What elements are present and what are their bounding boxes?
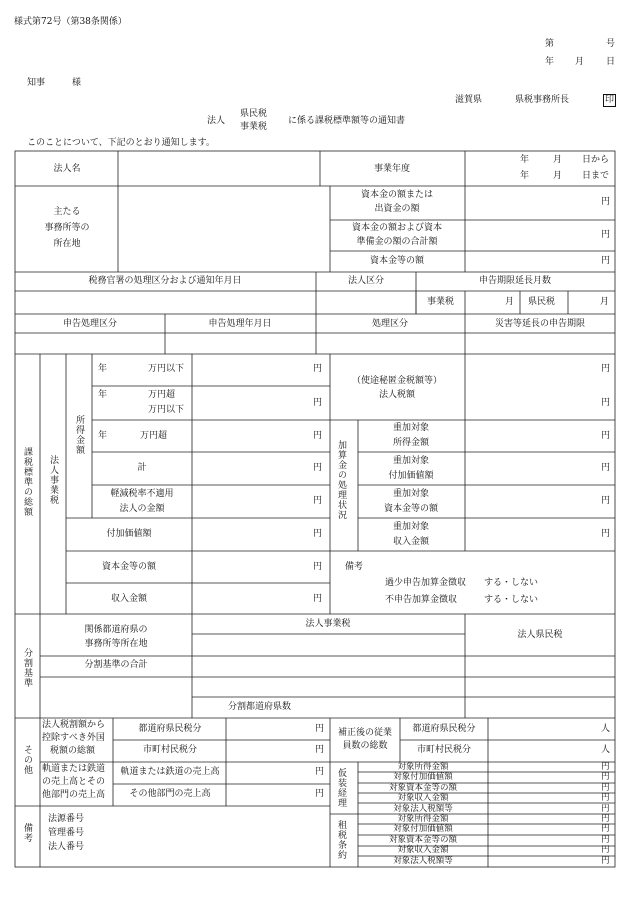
label-hougen-bangou: 法源番号 — [48, 814, 85, 824]
date-year: 年 — [545, 57, 555, 67]
fuka-kachi-label: 付加価値額 — [106, 529, 152, 539]
label-kido-2: の売上高とその — [42, 777, 106, 787]
row2-label-b: 万円以下 — [148, 405, 185, 415]
label-kankei-2: 事務所等所在地 — [84, 639, 148, 649]
yen-kei: 円 — [313, 463, 323, 473]
k3b-label: 資本金等の額 — [383, 504, 439, 514]
label-shichoson-kenmin-bun: 市町村民税分 — [416, 745, 472, 755]
shunyu-kingaku-label: 収入金額 — [110, 594, 148, 604]
label-tax-base-total: 課税標準の総額 — [22, 447, 32, 517]
label-footer-biko: 備考 — [22, 823, 32, 843]
label-enchou-kenminzei: 県民税 — [528, 297, 556, 307]
label-hosei-2: 員数の総数 — [342, 741, 388, 751]
yen-sonota-uriage: 円 — [315, 789, 325, 799]
label-houjin-kubun: 法人区分 — [347, 276, 385, 286]
row3-year: 年 — [98, 431, 108, 441]
label-shinkoku-enchou: 申告期限延長月数 — [478, 276, 552, 286]
yen-shito-2: 円 — [601, 398, 611, 408]
label-shito-hitoku: （使途秘匿金税額等） — [351, 376, 443, 386]
sozei-item-label: 対象法人税額等 — [393, 855, 453, 866]
kasou-item-yen: 円 — [601, 803, 610, 814]
label-shotoku-kingaku: 所得金額 — [74, 415, 84, 455]
kasou-item-yen: 円 — [601, 762, 610, 772]
office-name: 県税事務所長 — [515, 95, 570, 105]
yen-shunyu-kingaku: 円 — [313, 594, 323, 604]
nin-shichoson: 人 — [601, 745, 611, 755]
keigen-label-1: 軽減税率不適用 — [110, 489, 174, 499]
label-hosei-1: 補正後の従業 — [337, 728, 393, 738]
shihonkin-tou-label: 資本金等の額 — [101, 562, 157, 572]
yen-row2: 円 — [313, 398, 323, 408]
yen-kido-uriage: 円 — [315, 767, 325, 777]
row1-label: 万円以下 — [148, 364, 185, 374]
label-houjin-mei: 法人名 — [53, 164, 81, 174]
label-kido-3: 他部門の売上高 — [42, 790, 106, 800]
nendo-to-month: 月 — [553, 171, 563, 181]
label-shihon-1b: 出資金の額 — [374, 204, 420, 214]
label-fushinkoku: 不申告加算金徴収 — [385, 595, 458, 605]
yen-row3: 円 — [313, 431, 323, 441]
prefecture: 滋賀県 — [455, 95, 483, 105]
label-bunkatsu-goukei: 分割基準の合計 — [84, 660, 148, 670]
label-bunkatsu-kenminzei: 法人県民税 — [517, 630, 563, 640]
label-kojo-2: 控除すべき外国 — [42, 733, 105, 743]
label-saigai: 災害等延長の申告期限 — [494, 319, 586, 329]
label-shihon-3: 資本金等の額 — [369, 256, 425, 266]
yen-shihon-3: 円 — [601, 256, 611, 266]
intro-text: このことについて、下記のとおり通知します。 — [27, 138, 215, 148]
yen-shihon-2: 円 — [601, 230, 611, 240]
title-kenminzei: 県民税 — [240, 109, 268, 119]
label-shinkoku-date: 申告処理年月日 — [208, 319, 272, 329]
label-jimusho-2: 事務所等の — [44, 223, 90, 233]
kasou-item-label: 対象法人税額等 — [393, 803, 453, 814]
row3-label: 万円超 — [140, 431, 168, 441]
label-kanri-bangou: 管理番号 — [48, 828, 85, 838]
kasou-item-yen: 円 — [601, 782, 610, 793]
yen-shihon-1: 円 — [601, 197, 611, 207]
yen-k2: 円 — [601, 463, 611, 473]
label-shihon-1a: 資本金の額または — [360, 190, 434, 200]
yen-shihonkin-tou: 円 — [313, 562, 323, 572]
sozei-item-label: 対象付加価値額 — [393, 824, 453, 835]
label-jimusho-1: 主たる — [53, 207, 81, 217]
number-go: 号 — [606, 39, 616, 49]
yen-k4: 円 — [601, 529, 611, 539]
label-shinkoku-kubun: 申告処理区分 — [62, 319, 118, 329]
nendo-to-year: 年 — [520, 171, 530, 181]
date-month: 月 — [575, 57, 585, 67]
label-kojo-3: 税額の総額 — [50, 746, 96, 756]
label-bunkatsu-jigyozei: 法人事業税 — [305, 619, 351, 629]
kasou-item-label: 対象資本金等の額 — [388, 782, 458, 793]
number-dai: 第 — [545, 39, 555, 49]
yen-fuka-kachi: 円 — [313, 529, 323, 539]
kasou-item-label: 対象付加価値額 — [393, 772, 453, 783]
label-kasho: 過少申告加算金徴収 — [385, 578, 467, 588]
k4a-label: 重加対象 — [392, 522, 430, 532]
label-enchou-jigyozei-month: 月 — [505, 297, 515, 307]
label-bunkatsu-kijun: 分割基準 — [22, 648, 32, 688]
title-houjin: 法人 — [207, 116, 226, 126]
sozei-item-yen: 円 — [601, 834, 610, 845]
label-todofuken-kenmin-bun: 都道府県民税分 — [412, 724, 476, 734]
yen-k3: 円 — [601, 496, 611, 506]
k4b-label: 収入金額 — [392, 537, 430, 547]
label-kasan-shori: 加算金の処理状況 — [336, 440, 346, 520]
k2a-label: 重加対象 — [392, 456, 430, 466]
label-houjin-zeigaku: 法人税額 — [378, 390, 416, 400]
label-kojo-1: 法人税割額から — [42, 720, 106, 730]
nendo-from-year: 年 — [520, 155, 530, 165]
date-day: 日 — [606, 57, 616, 67]
label-sonota-uriage: その他部門の売上高 — [129, 789, 211, 799]
nendo-from-suffix: 日から — [582, 155, 610, 165]
label-houjin-jigyozei: 法人事業税 — [48, 455, 58, 505]
label-shihon-2b: 準備金の額の合計額 — [356, 237, 438, 247]
row1-year: 年 — [98, 364, 108, 374]
row2-year: 年 — [98, 390, 108, 400]
addressee: 知事 様 — [27, 78, 82, 88]
k1a-label: 重加対象 — [392, 423, 430, 433]
title-main: に係る課税標準額等の通知書 — [288, 116, 406, 126]
label-todofuken-bun: 都道府県民税分 — [138, 724, 202, 734]
label-zeimu-kanso: 税務官署の処理区分および通知年月日 — [88, 276, 242, 286]
kasou-item-label: 対象収入金額 — [397, 793, 449, 804]
sozei-item-yen: 円 — [601, 824, 610, 835]
label-jimusho-3: 所在地 — [53, 239, 81, 249]
label-biko: 備考 — [345, 562, 364, 572]
nin-todofuken: 人 — [601, 724, 611, 734]
sozei-item-label: 対象収入金額 — [397, 845, 449, 856]
kasou-item-yen: 円 — [601, 793, 610, 804]
fushinkoku-option: する・しない — [484, 595, 539, 605]
label-sozei-jouyaku: 租税条約 — [336, 820, 346, 860]
kasou-item-label: 対象所得金額 — [397, 762, 449, 772]
nendo-from-month: 月 — [553, 155, 563, 165]
sozei-item-yen: 円 — [601, 814, 610, 824]
sozei-item-yen: 円 — [601, 855, 610, 866]
label-sonota: その他 — [22, 745, 32, 775]
kasou-item-yen: 円 — [601, 772, 610, 783]
label-kido-1: 軌道または鉄道 — [42, 764, 106, 774]
yen-row1: 円 — [313, 364, 323, 374]
nendo-to-suffix: 日まで — [582, 171, 610, 181]
yen-shito-1: 円 — [601, 364, 611, 374]
k3a-label: 重加対象 — [392, 489, 430, 499]
label-bunkatsu-todofuken: 分割都道府県数 — [228, 702, 292, 712]
label-jigyo-nendo: 事業年度 — [373, 164, 411, 174]
label-kido-uriage: 軌道または鉄道の売上高 — [120, 767, 220, 777]
form-number: 様式第72号（第38条関係） — [14, 17, 127, 27]
sozei-item-yen: 円 — [601, 845, 610, 856]
sozei-item-label: 対象資本金等の額 — [388, 834, 458, 845]
k2b-label: 付加価値額 — [388, 471, 434, 481]
row-kei-label: 計 — [137, 463, 147, 473]
seal-mark: 印 — [604, 95, 614, 105]
yen-keigen: 円 — [313, 496, 323, 506]
sozei-item-label: 対象所得金額 — [397, 814, 449, 824]
k1b-label: 所得金額 — [392, 438, 430, 448]
keigen-label-2: 法人の金額 — [119, 504, 165, 514]
row2-label-a: 万円超 — [148, 390, 176, 400]
label-enchou-jigyozei: 事業税 — [427, 297, 455, 307]
label-shori-kubun: 処理区分 — [371, 319, 409, 329]
yen-k1: 円 — [601, 431, 611, 441]
label-kasou-keiri: 仮装経理 — [336, 768, 346, 808]
yen-shichoson-bun: 円 — [315, 745, 325, 755]
kasho-option: する・しない — [484, 578, 539, 588]
label-enchou-kenminzei-month: 月 — [600, 297, 610, 307]
title-jigyozei: 事業税 — [240, 122, 268, 132]
label-kankei-1: 関係都道府県の — [84, 625, 148, 635]
label-houjin-bangou: 法人番号 — [48, 842, 85, 852]
label-shihon-2a: 資本金の額および資本 — [351, 223, 443, 233]
yen-todofuken-bun: 円 — [315, 724, 325, 734]
label-shichoson-bun: 市町村民税分 — [142, 745, 198, 755]
